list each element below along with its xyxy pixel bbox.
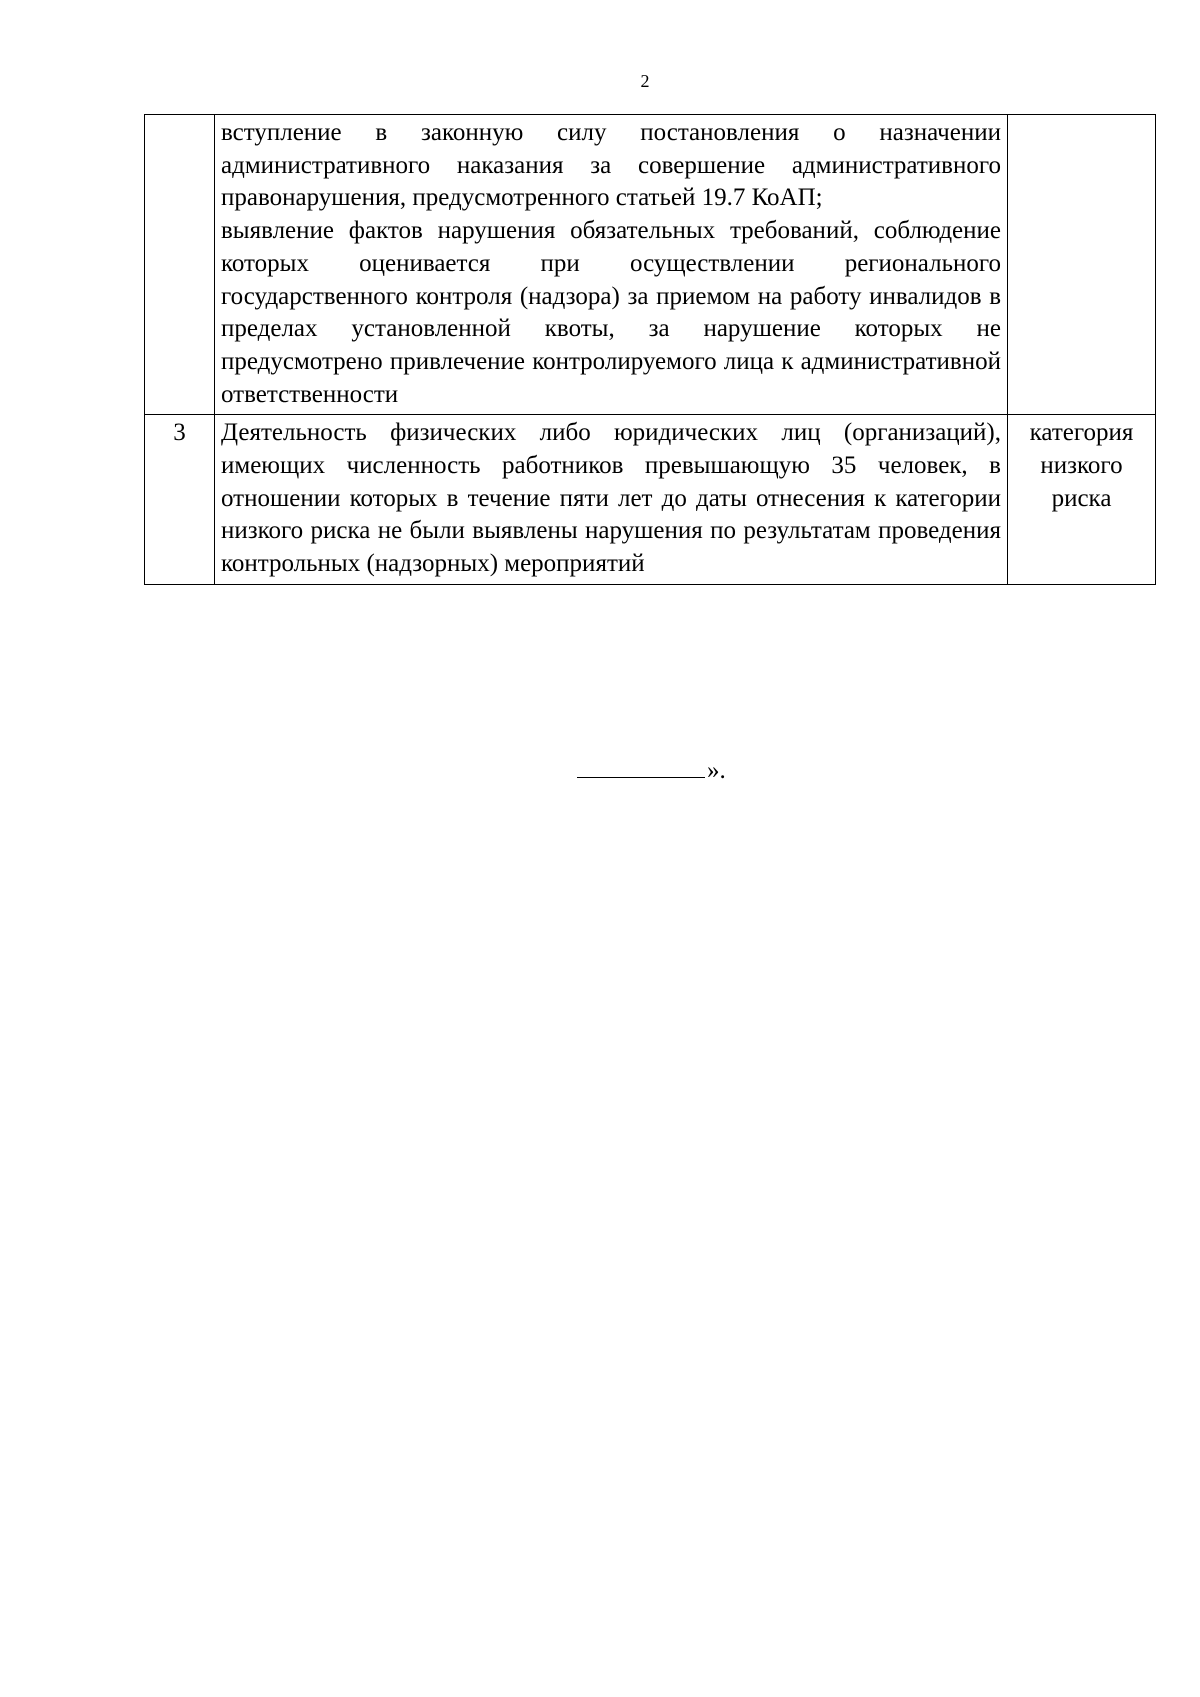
table-row xyxy=(145,415,1156,585)
description-paragraph: вступление в законную силу постановления о назначении административного наказания за совершение административного правонарушения, предусмотренного статьей 19.7 КоАП; xyxy=(221,119,1001,212)
row-number-cell xyxy=(145,115,215,415)
page-number: 2 xyxy=(640,71,650,91)
category-line: категория xyxy=(1029,419,1134,447)
risk-category-table xyxy=(144,114,1156,585)
signature-underline xyxy=(577,755,705,778)
description-paragraph: выявление фактов нарушения обязательных требований, соблюдение которых оценивается при осуществлении регионального государственного контроля (надзора) за приемом на работу инвалидов в пределах установленной квоты, за нарушение которых не предусмотрено привлечение контролируемого лица к административной ответственности xyxy=(221,217,1001,408)
description-paragraph: Деятельность физических либо юридических лиц (организаций), имеющих численность работников превышающую 35 человек, в отношении которых в течение пяти лет до даты отнесения к категории низкого риска не были выявлены нарушения по результатам проведения контрольных (надзорных) мероприятий xyxy=(221,419,1001,578)
closing-mark xyxy=(577,755,726,787)
category-line: низкого xyxy=(1040,452,1123,480)
row-description-cell xyxy=(215,115,1008,415)
row-category-cell xyxy=(1008,415,1156,585)
row-description-cell xyxy=(215,415,1008,585)
row-category-cell xyxy=(1008,115,1156,415)
category-line: риска xyxy=(1051,484,1112,512)
closing-quote: ». xyxy=(707,757,726,784)
row-number-cell: 3 xyxy=(145,415,215,585)
table-row xyxy=(145,115,1156,415)
